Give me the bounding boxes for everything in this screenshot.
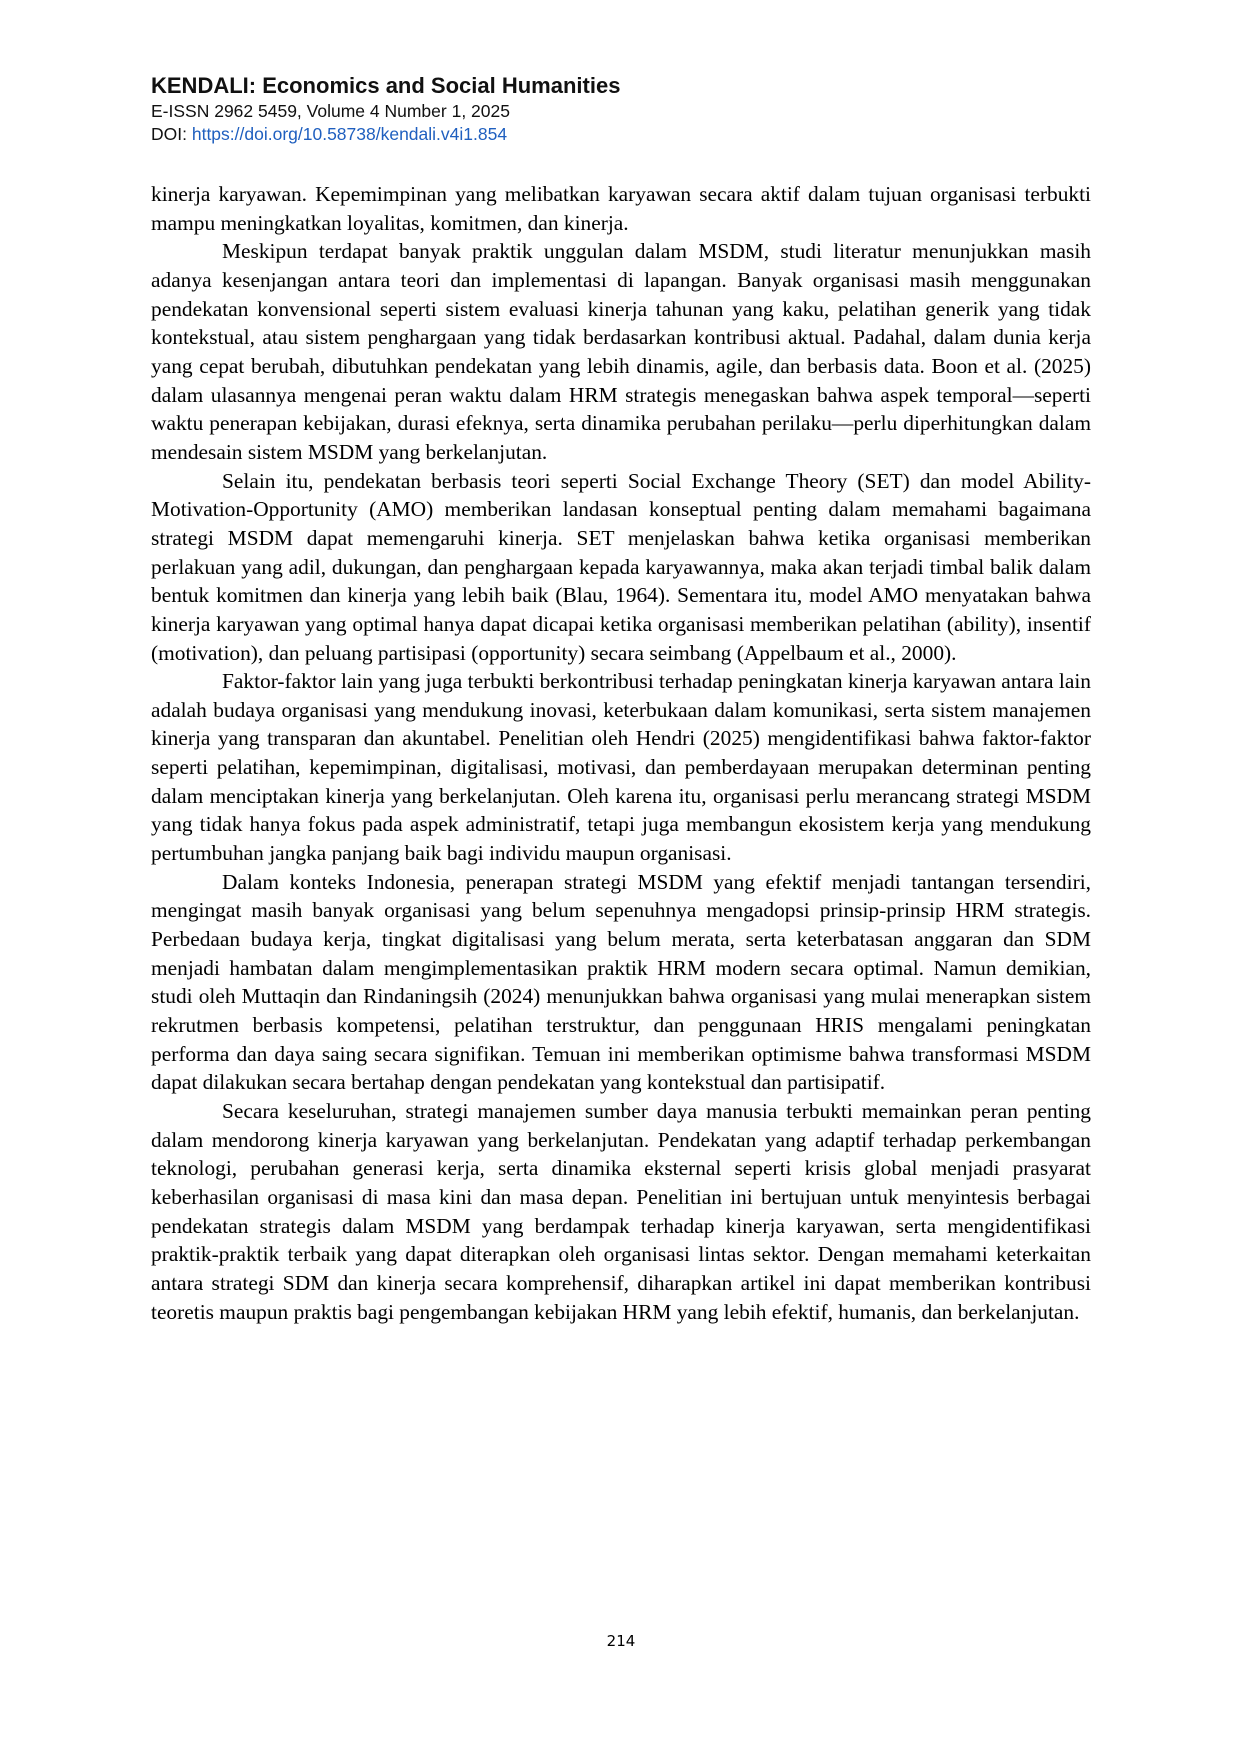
paragraph: Faktor-faktor lain yang juga terbukti berkontribusi terhadap peningkatan kinerja karyawan antara lain adalah budaya organisasi yang mendukung inovasi, keterbukaan dalam komunikasi, serta sistem manajemen kinerja yang transparan dan akuntabel. Penelitian oleh Hendri (2025) mengidentifikasi bahwa faktor-faktor seperti pelatihan, kepemimpinan, digitalisasi, motivasi, dan pemberdayaan merupakan determinan penting dalam menciptakan kinerja yang berkelanjutan. Oleh karena itu, organisasi perlu merancang strategi MSDM yang tidak hanya fokus pada aspek administratif, tetapi juga membangun ekosistem kerja yang mendukung pertumbuhan jangka panjang baik bagi individu maupun organisasi. bbox=[151, 669, 1091, 866]
paragraph: Secara keseluruhan, strategi manajemen sumber daya manusia terbukti memainkan peran penting dalam mendorong kinerja karyawan yang berkelanjutan. Pendekatan yang adaptif terhadap perkembangan teknologi, perubahan generasi kerja, serta dinamika eksternal seperti krisis global menjadi prasyarat keberhasilan organisasi di masa kini dan masa depan. Penelitian ini bertujuan untuk menyintesis berbagai pendekatan strategis dalam MSDM yang berdampak terhadap kinerja karyawan, serta mengidentifikasi praktik-praktik terbaik yang dapat diterapkan oleh organisasi lintas sektor. Dengan memahami keterkaitan antara strategi SDM dan kinerja secara komprehensif, diharapkan artikel ini dapat memberikan kontribusi teoretis maupun praktis bagi pengembangan kebijakan HRM yang lebih efektif, humanis, dan berkelanjutan. bbox=[151, 1099, 1091, 1324]
paragraph: Meskipun terdapat banyak praktik unggulan dalam MSDM, studi literatur menunjukkan masih adanya kesenjangan antara teori dan implementasi di lapangan. Banyak organisasi masih menggunakan pendekatan konvensional seperti sistem evaluasi kinerja tahunan yang kaku, pelatihan generik yang tidak kontekstual, atau sistem penghargaan yang tidak berdasarkan kontribusi aktual. Padahal, dalam dunia kerja yang cepat berubah, dibutuhkan pendekatan yang lebih dinamis, agile, dan berbasis data. Boon et al. (2025) dalam ulasannya mengenai peran waktu dalam HRM strategis menegaskan bahwa aspek temporal—seperti waktu penerapan kebijakan, durasi efeknya, serta dinamika perubahan perilaku—perlu diperhitungkan dalam mendesain sistem MSDM yang berkelanjutan. bbox=[151, 239, 1091, 464]
article-body bbox=[151, 180, 1091, 1326]
journal-doi bbox=[151, 123, 1091, 146]
journal-header bbox=[151, 72, 1091, 146]
journal-title: KENDALI: Economics and Social Humanities bbox=[151, 73, 621, 98]
doi-link[interactable]: https://doi.org/10.58738/kendali.v4i1.854 bbox=[191, 124, 508, 144]
page-number: 214 bbox=[606, 1632, 636, 1650]
paragraph: Dalam konteks Indonesia, penerapan strategi MSDM yang efektif menjadi tantangan tersendiri, mengingat masih banyak organisasi yang belum sepenuhnya mengadopsi prinsip-prinsip HRM strategis. Perbedaan budaya kerja, tingkat digitalisasi yang belum merata, serta keterbatasan anggaran dan SDM menjadi hambatan dalam mengimplementasikan praktik HRM modern secara optimal. Namun demikian, studi oleh Muttaqin dan Rindaningsih (2024) menunjukkan bahwa organisasi yang mulai menerapkan sistem rekrutmen berbasis kompetensi, pelatihan terstruktur, dan penggunaan HRIS mengalami peningkatan performa dan daya saing secara signifikan. Temuan ini memberikan optimisme bahwa transformasi MSDM dapat dilakukan secara bertahap dengan pendekatan yang kontekstual dan partisipatif. bbox=[151, 869, 1091, 1095]
paragraph: Selain itu, pendekatan berbasis teori seperti Social Exchange Theory (SET) dan model Ability-Motivation-Opportunity (AMO) memberikan landasan konseptual penting dalam memahami bagaimana strategi MSDM dapat memengaruhi kinerja. SET menjelaskan bahwa ketika organisasi memberikan perlakuan yang adil, dukungan, dan penghargaan kepada karyawannya, maka akan terjadi timbal balik dalam bentuk komitmen dan kinerja yang lebih baik (Blau, 1964). Sementara itu, model AMO menyatakan bahwa kinerja karyawan yang optimal hanya dapat dicapai ketika organisasi memberikan pelatihan (ability), insentif (motivation), dan peluang partisipasi (opportunity) secara seimbang (Appelbaum et al., 2000). bbox=[151, 468, 1091, 665]
paragraph-continuation: kinerja karyawan. Kepemimpinan yang melibatkan karyawan secara aktif dalam tujuan organisasi terbukti mampu meningkatkan loyalitas, komitmen, dan kinerja. bbox=[151, 182, 1091, 235]
doi-label: DOI: bbox=[151, 124, 192, 144]
journal-issn-volume: E-ISSN 2962 5459, Volume 4 Number 1, 2025 bbox=[151, 101, 510, 121]
